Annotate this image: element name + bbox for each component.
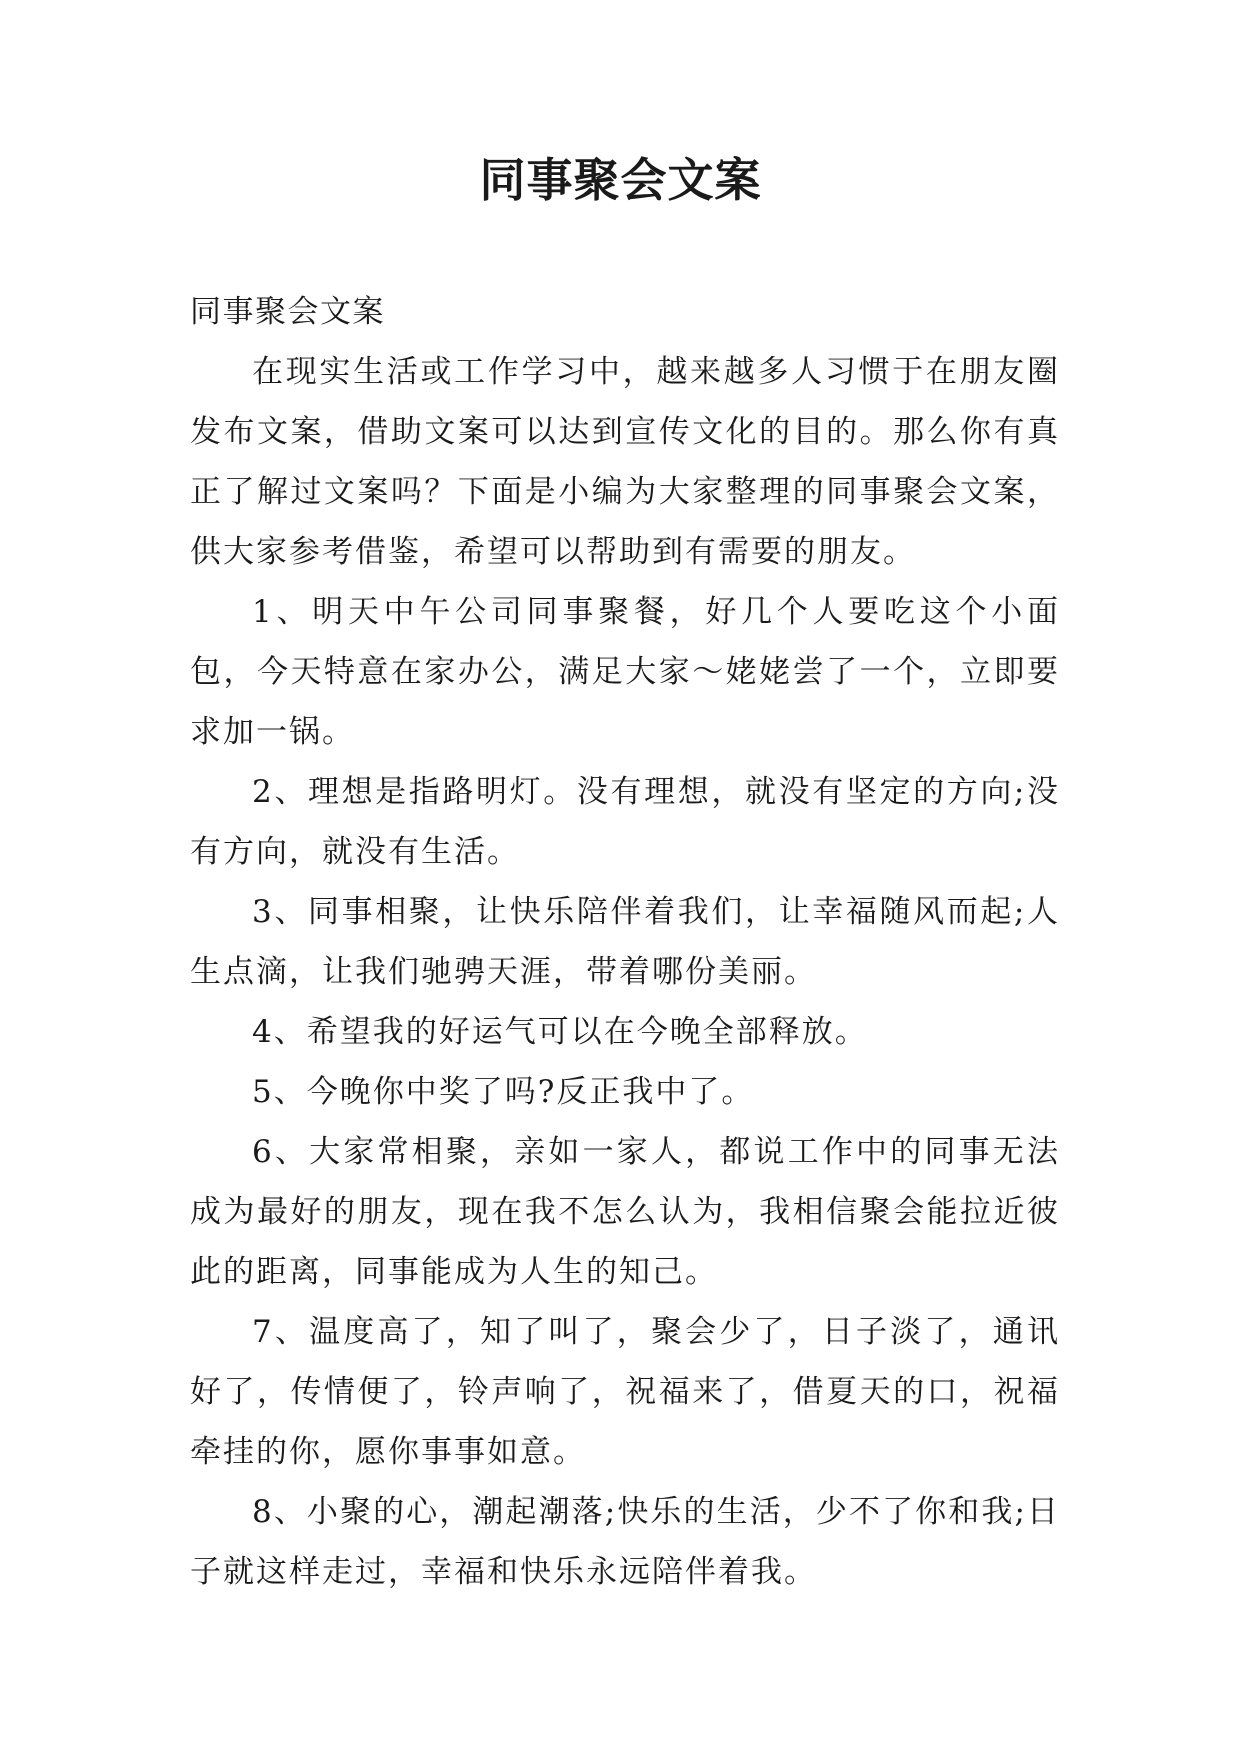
list-item-1: 1、明天中午公司同事聚餐，好几个人要吃这个小面包，今天特意在家办公，满足大家～姥姥尝了一个，立即要求加一锅。 [190, 594, 1060, 750]
document-title: 同事聚会文案 [479, 153, 762, 207]
list-item-8: 8、小聚的心，潮起潮落;快乐的生活，少不了你和我;日子就这样走过，幸福和快乐永远陪伴着我。 [190, 1494, 1060, 1590]
list-item-2: 2、理想是指路明灯。没有理想，就没有坚定的方向;没有方向，就没有生活。 [190, 774, 1060, 870]
intro-paragraph: 在现实生活或工作学习中，越来越多人习惯于在朋友圈发布文案，借助文案可以达到宣传文化的目的。那么你有真正了解过文案吗？下面是小编为大家整理的同事聚会文案，供大家参考借鉴，希望可以帮助到有需要的朋友。 [190, 354, 1060, 570]
list-item-4: 4、希望我的好运气可以在今晚全部释放。 [252, 1014, 868, 1050]
list-item-6: 6、大家常相聚，亲如一家人，都说工作中的同事无法成为最好的朋友，现在我不怎么认为，我相信聚会能拉近彼此的距离，同事能成为人生的知己。 [190, 1134, 1060, 1290]
list-item-3: 3、同事相聚，让快乐陪伴着我们，让幸福随风而起;人生点滴，让我们驰骋天涯，带着哪份美丽。 [190, 894, 1060, 990]
list-item-7: 7、温度高了，知了叫了，聚会少了，日子淡了，通讯好了，传情便了，铃声响了，祝福来了，借夏天的口，祝福牵挂的你，愿你事事如意。 [190, 1314, 1060, 1470]
document-subtitle: 同事聚会文案 [190, 294, 385, 330]
list-item-5: 5、今晚你中奖了吗?反正我中了。 [252, 1074, 755, 1110]
document-body [190, 282, 1060, 1602]
